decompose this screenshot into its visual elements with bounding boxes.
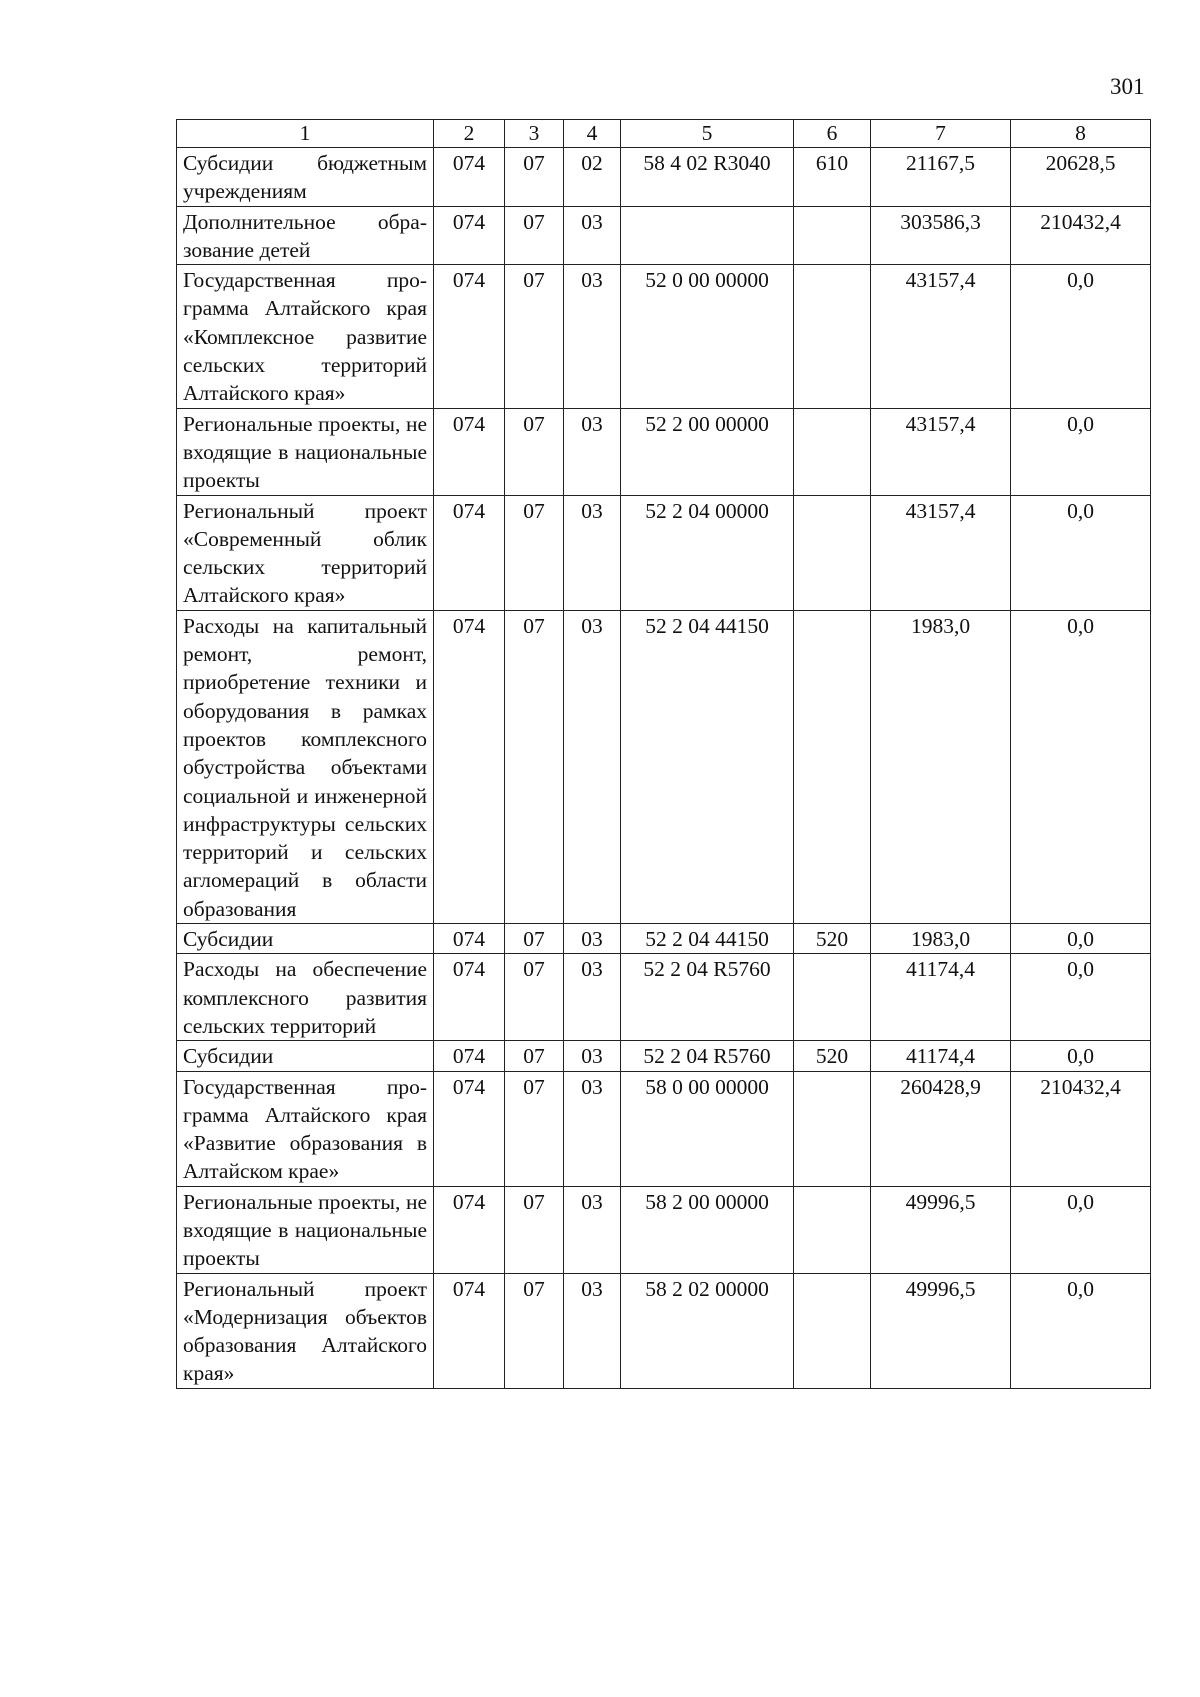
amount-year2-cell: 0,0	[1011, 1273, 1151, 1388]
subsection-code-cell: 03	[564, 610, 621, 923]
section-code-cell: 07	[505, 954, 564, 1041]
table-body	[177, 148, 1151, 1389]
target-article-cell	[621, 206, 794, 265]
ministry-code-cell: 074	[434, 954, 505, 1041]
budget-table	[176, 119, 1151, 1389]
expense-type-cell	[794, 610, 871, 923]
section-code-cell: 07	[505, 408, 564, 495]
column-header: 8	[1011, 120, 1151, 148]
row-name-cell: Субсидии бюджетным учреждениям	[177, 148, 434, 207]
target-article-cell: 52 2 04 44150	[621, 924, 794, 954]
subsection-code-cell: 03	[564, 495, 621, 610]
amount-year2-cell: 0,0	[1011, 610, 1151, 923]
row-name-cell: Региональные проекты, не входящие в национальные проекты	[177, 1186, 434, 1273]
row-name-cell: Государственная программа Алтайского края «Развитие образования в Алтайском крае»	[177, 1071, 434, 1186]
amount-year1-cell: 43157,4	[871, 408, 1011, 495]
section-code-cell: 07	[505, 1273, 564, 1388]
amount-year1-cell: 303586,3	[871, 206, 1011, 265]
amount-year1-cell: 21167,5	[871, 148, 1011, 207]
expense-type-cell	[794, 408, 871, 495]
table-row	[177, 954, 1151, 1041]
expense-type-cell	[794, 206, 871, 265]
expense-type-cell	[794, 954, 871, 1041]
table-row	[177, 1273, 1151, 1388]
amount-year1-cell: 41174,4	[871, 1041, 1011, 1071]
target-article-cell: 52 2 00 00000	[621, 408, 794, 495]
subsection-code-cell: 03	[564, 1186, 621, 1273]
subsection-code-cell: 03	[564, 954, 621, 1041]
column-header: 1	[177, 120, 434, 148]
table-row	[177, 408, 1151, 495]
column-header: 6	[794, 120, 871, 148]
ministry-code-cell: 074	[434, 408, 505, 495]
target-article-cell: 52 2 04 00000	[621, 495, 794, 610]
amount-year1-cell: 260428,9	[871, 1071, 1011, 1186]
row-name-cell: Субсидии	[177, 1041, 434, 1071]
table-header-row	[177, 120, 1151, 148]
table-row	[177, 1071, 1151, 1186]
amount-year2-cell: 0,0	[1011, 1041, 1151, 1071]
amount-year2-cell: 0,0	[1011, 408, 1151, 495]
subsection-code-cell: 03	[564, 265, 621, 408]
section-code-cell: 07	[505, 148, 564, 207]
table-row	[177, 1186, 1151, 1273]
expense-type-cell: 520	[794, 1041, 871, 1071]
amount-year1-cell: 1983,0	[871, 610, 1011, 923]
column-header: 2	[434, 120, 505, 148]
section-code-cell: 07	[505, 610, 564, 923]
ministry-code-cell: 074	[434, 206, 505, 265]
expense-type-cell: 520	[794, 924, 871, 954]
expense-type-cell: 610	[794, 148, 871, 207]
table-row	[177, 495, 1151, 610]
section-code-cell: 07	[505, 265, 564, 408]
subsection-code-cell: 03	[564, 1273, 621, 1388]
target-article-cell: 52 0 00 00000	[621, 265, 794, 408]
expense-type-cell	[794, 1273, 871, 1388]
amount-year1-cell: 41174,4	[871, 954, 1011, 1041]
target-article-cell: 58 2 02 00000	[621, 1273, 794, 1388]
target-article-cell: 52 2 04 44150	[621, 610, 794, 923]
amount-year2-cell: 210432,4	[1011, 206, 1151, 265]
ministry-code-cell: 074	[434, 1186, 505, 1273]
amount-year2-cell: 0,0	[1011, 495, 1151, 610]
amount-year2-cell: 20628,5	[1011, 148, 1151, 207]
row-name-cell: Субсидии	[177, 924, 434, 954]
row-name-cell: Региональный проект «Современный облик сельских территорий Алтайского края»	[177, 495, 434, 610]
section-code-cell: 07	[505, 495, 564, 610]
target-article-cell: 58 0 00 00000	[621, 1071, 794, 1186]
target-article-cell: 52 2 04 R5760	[621, 954, 794, 1041]
amount-year1-cell: 1983,0	[871, 924, 1011, 954]
ministry-code-cell: 074	[434, 1273, 505, 1388]
table-row	[177, 924, 1151, 954]
expense-type-cell	[794, 265, 871, 408]
subsection-code-cell: 03	[564, 1071, 621, 1186]
target-article-cell: 58 4 02 R3040	[621, 148, 794, 207]
section-code-cell: 07	[505, 1041, 564, 1071]
table-row	[177, 206, 1151, 265]
amount-year1-cell: 49996,5	[871, 1273, 1011, 1388]
row-name-cell: Расходы на обеспечение комплексного развития сельских территорий	[177, 954, 434, 1041]
ministry-code-cell: 074	[434, 610, 505, 923]
column-header: 3	[505, 120, 564, 148]
expense-type-cell	[794, 495, 871, 610]
amount-year1-cell: 49996,5	[871, 1186, 1011, 1273]
row-name-cell: Расходы на капитальный ремонт, ремонт, приобретение техники и оборудования в рамках проектов комплексного обустройства объектами социальной и инженерной инфраструктуры сельских территорий и сельских агломераций в области образования	[177, 610, 434, 923]
table-row	[177, 265, 1151, 408]
amount-year1-cell: 43157,4	[871, 265, 1011, 408]
ministry-code-cell: 074	[434, 1071, 505, 1186]
ministry-code-cell: 074	[434, 1041, 505, 1071]
section-code-cell: 07	[505, 924, 564, 954]
subsection-code-cell: 02	[564, 148, 621, 207]
row-name-cell: Государственная программа Алтайского края «Комплексное развитие сельских территорий Алтайского края»	[177, 265, 434, 408]
subsection-code-cell: 03	[564, 408, 621, 495]
target-article-cell: 52 2 04 R5760	[621, 1041, 794, 1071]
expense-type-cell	[794, 1186, 871, 1273]
column-header: 4	[564, 120, 621, 148]
ministry-code-cell: 074	[434, 495, 505, 610]
table-row	[177, 1041, 1151, 1071]
section-code-cell: 07	[505, 1186, 564, 1273]
subsection-code-cell: 03	[564, 206, 621, 265]
table-row	[177, 148, 1151, 207]
row-name-cell: Региональные проекты, не входящие в национальные проекты	[177, 408, 434, 495]
section-code-cell: 07	[505, 206, 564, 265]
ministry-code-cell: 074	[434, 148, 505, 207]
page-number: 301	[1110, 74, 1145, 99]
section-code-cell: 07	[505, 1071, 564, 1186]
ministry-code-cell: 074	[434, 924, 505, 954]
column-header: 5	[621, 120, 794, 148]
amount-year2-cell: 0,0	[1011, 1186, 1151, 1273]
amount-year2-cell: 0,0	[1011, 265, 1151, 408]
subsection-code-cell: 03	[564, 924, 621, 954]
amount-year1-cell: 43157,4	[871, 495, 1011, 610]
target-article-cell: 58 2 00 00000	[621, 1186, 794, 1273]
amount-year2-cell: 0,0	[1011, 954, 1151, 1041]
ministry-code-cell: 074	[434, 265, 505, 408]
row-name-cell: Региональный проект «Модернизация объектов образования Алтайского края»	[177, 1273, 434, 1388]
row-name-cell: Дополнительное образование детей	[177, 206, 434, 265]
expense-type-cell	[794, 1071, 871, 1186]
subsection-code-cell: 03	[564, 1041, 621, 1071]
column-header: 7	[871, 120, 1011, 148]
amount-year2-cell: 0,0	[1011, 924, 1151, 954]
table-row	[177, 610, 1151, 923]
amount-year2-cell: 210432,4	[1011, 1071, 1151, 1186]
